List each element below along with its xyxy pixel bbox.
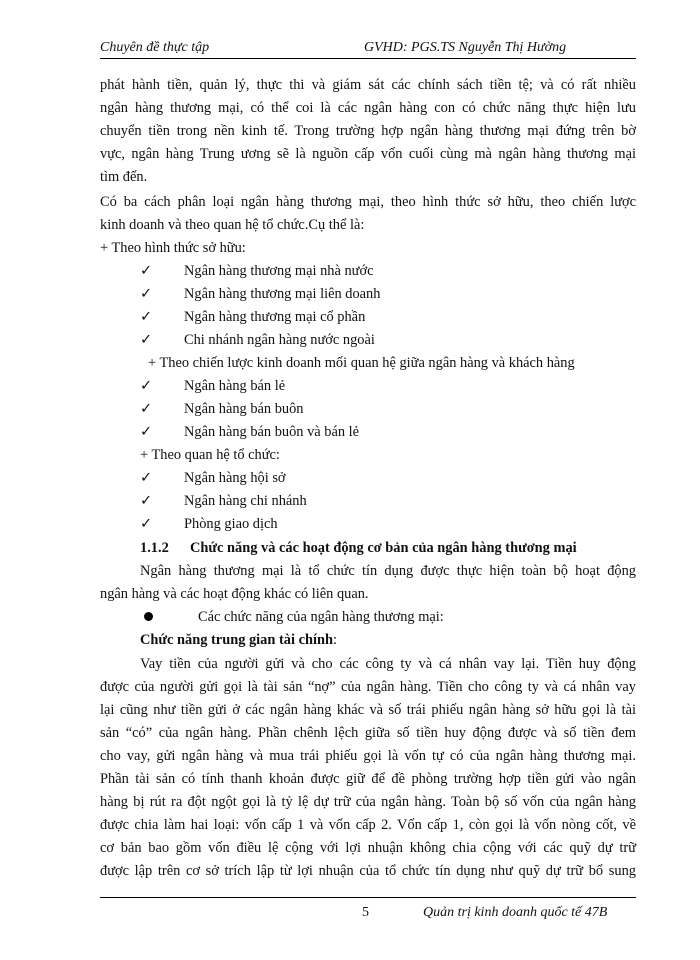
paragraph-line: Phần tài sản có tính thanh khoản được giữ để đề phòng trường hợp tiền gửi vào ngân [100, 771, 636, 787]
checkmark-icon: ✓ [140, 401, 153, 417]
bullet-icon [144, 612, 153, 621]
paragraph-line: sản “có” của ngân hàng. Phần chênh lệch giữa số tiền huy động được và số tiền đem [100, 725, 636, 741]
section-title: Chức năng và các hoạt động cơ bản của ngân hàng thương mại [190, 540, 577, 556]
paragraph-line: cho vay, gửi ngân hàng và mua trái phiếu gọi là vốn tự có của ngân hàng thương mại. [100, 748, 636, 764]
paragraph-line: ngân hàng thương mại, có thể coi là các ngân hàng con có chức năng thực hiện lưu [100, 100, 636, 116]
sub-heading-colon: : [332, 632, 337, 648]
checkmark-icon: ✓ [140, 332, 153, 348]
checkmark-icon: ✓ [140, 493, 153, 509]
list-item-text: Chi nhánh ngân hàng nước ngoài [184, 332, 375, 348]
paragraph-line: được chia làm hai loại: vốn cấp 1 và vốn cấp 2. Vốn cấp 1, còn gọi là vốn nòng cốt, về [100, 817, 636, 833]
bullet-text: Các chức năng của ngân hàng thương mại: [198, 609, 444, 625]
page-header [100, 36, 636, 59]
list-item-text: Ngân hàng hội sở [184, 470, 286, 486]
sub-heading [140, 630, 337, 650]
list-item-text: Ngân hàng thương mại liên doanh [184, 286, 381, 302]
paragraph-line: tìm đến. [100, 169, 148, 185]
paragraph-line: ngân hàng và các hoạt động khác có liên quan. [100, 586, 369, 602]
paragraph-line: cơ bản bao gồm vốn điều lệ cộng với lợi nhuận không chia cộng với các quỹ dự trữ [100, 840, 636, 856]
section-number: 1.1.2 [140, 540, 169, 556]
checkmark-icon: ✓ [140, 470, 153, 486]
paragraph-line: Ngân hàng thương mại là tổ chức tín dụng được thực hiện toàn bộ hoạt động [140, 563, 636, 579]
paragraph-line: hàng bị rút ra đột ngột gọi là tỷ lệ dự trữ của ngân hàng. Toàn bộ số vốn của ngân hàng [100, 794, 636, 810]
footer-department: Quản trị kinh doanh quốc tế 47B [423, 905, 608, 920]
list-item-text: Phòng giao dịch [184, 516, 278, 532]
checkmark-icon: ✓ [140, 424, 153, 440]
list-item-text: Ngân hàng thương mại nhà nước [184, 263, 374, 279]
paragraph-line: vực, ngân hàng Trung ương sẽ là nguồn cấp vốn cuối cùng mà ngân hàng thương mại [100, 146, 636, 162]
paragraph-line: Có ba cách phân loại ngân hàng thương mại, theo hình thức sở hữu, theo chiến lược [100, 194, 636, 210]
list-item-text: Ngân hàng thương mại cổ phần [184, 309, 366, 325]
page-number: 5 [362, 905, 369, 920]
list-item-text: Ngân hàng chi nhánh [184, 493, 307, 509]
checkmark-icon: ✓ [140, 378, 153, 394]
page-footer [100, 897, 636, 926]
checkmark-icon: ✓ [140, 263, 153, 279]
checkmark-icon: ✓ [140, 516, 153, 532]
group-title-organization: + Theo quan hệ tổ chức: [140, 447, 280, 463]
list-item-text: Ngân hàng bán lẻ [184, 378, 286, 394]
section-heading [140, 538, 577, 558]
paragraph-line: phát hành tiền, quản lý, thực thi và giám sát các chính sách tiền tệ; và có rất nhiều [100, 77, 636, 93]
paragraph-line: Vay tiền của người gửi và cho các công ty và cá nhân vay lại. Tiền huy động [140, 656, 636, 672]
header-title: Chuyên đề thực tập [100, 40, 210, 55]
sub-heading-text: Chức năng trung gian tài chính [140, 632, 333, 648]
group-title-ownership: + Theo hình thức sở hữu: [100, 240, 246, 256]
checkmark-icon: ✓ [140, 286, 153, 302]
paragraph-line: chuyển tiền trong nền kinh tế. Trong trường hợp ngân hàng thương mại đứng trên bờ [100, 123, 636, 139]
paragraph-line: được lập trên cơ sở trích lập từ lợi nhuận của tổ chức tín dụng như quỹ dự trữ bổ sung [100, 863, 636, 879]
list-item-text: Ngân hàng bán buôn [184, 401, 304, 417]
checkmark-icon: ✓ [140, 309, 153, 325]
list-item-text: Ngân hàng bán buôn và bán lẻ [184, 424, 360, 440]
paragraph-line: kinh doanh và theo quan hệ tổ chức.Cụ thể là: [100, 217, 365, 233]
header-advisor: GVHD: PGS.TS Nguyễn Thị Hường [364, 40, 567, 55]
paragraph-line: lại cũng như tiền gửi ở các ngân hàng khác và số trái phiếu ngân hàng sở hữu gọi là tài [100, 702, 636, 718]
paragraph-line: được của người gửi gọi là tài sản “nợ” của ngân hàng. Tiền cho công ty và cá nhân vay [100, 679, 636, 695]
group-title-strategy: + Theo chiến lược kinh doanh mối quan hệ giữa ngân hàng và khách hàng [148, 355, 575, 371]
